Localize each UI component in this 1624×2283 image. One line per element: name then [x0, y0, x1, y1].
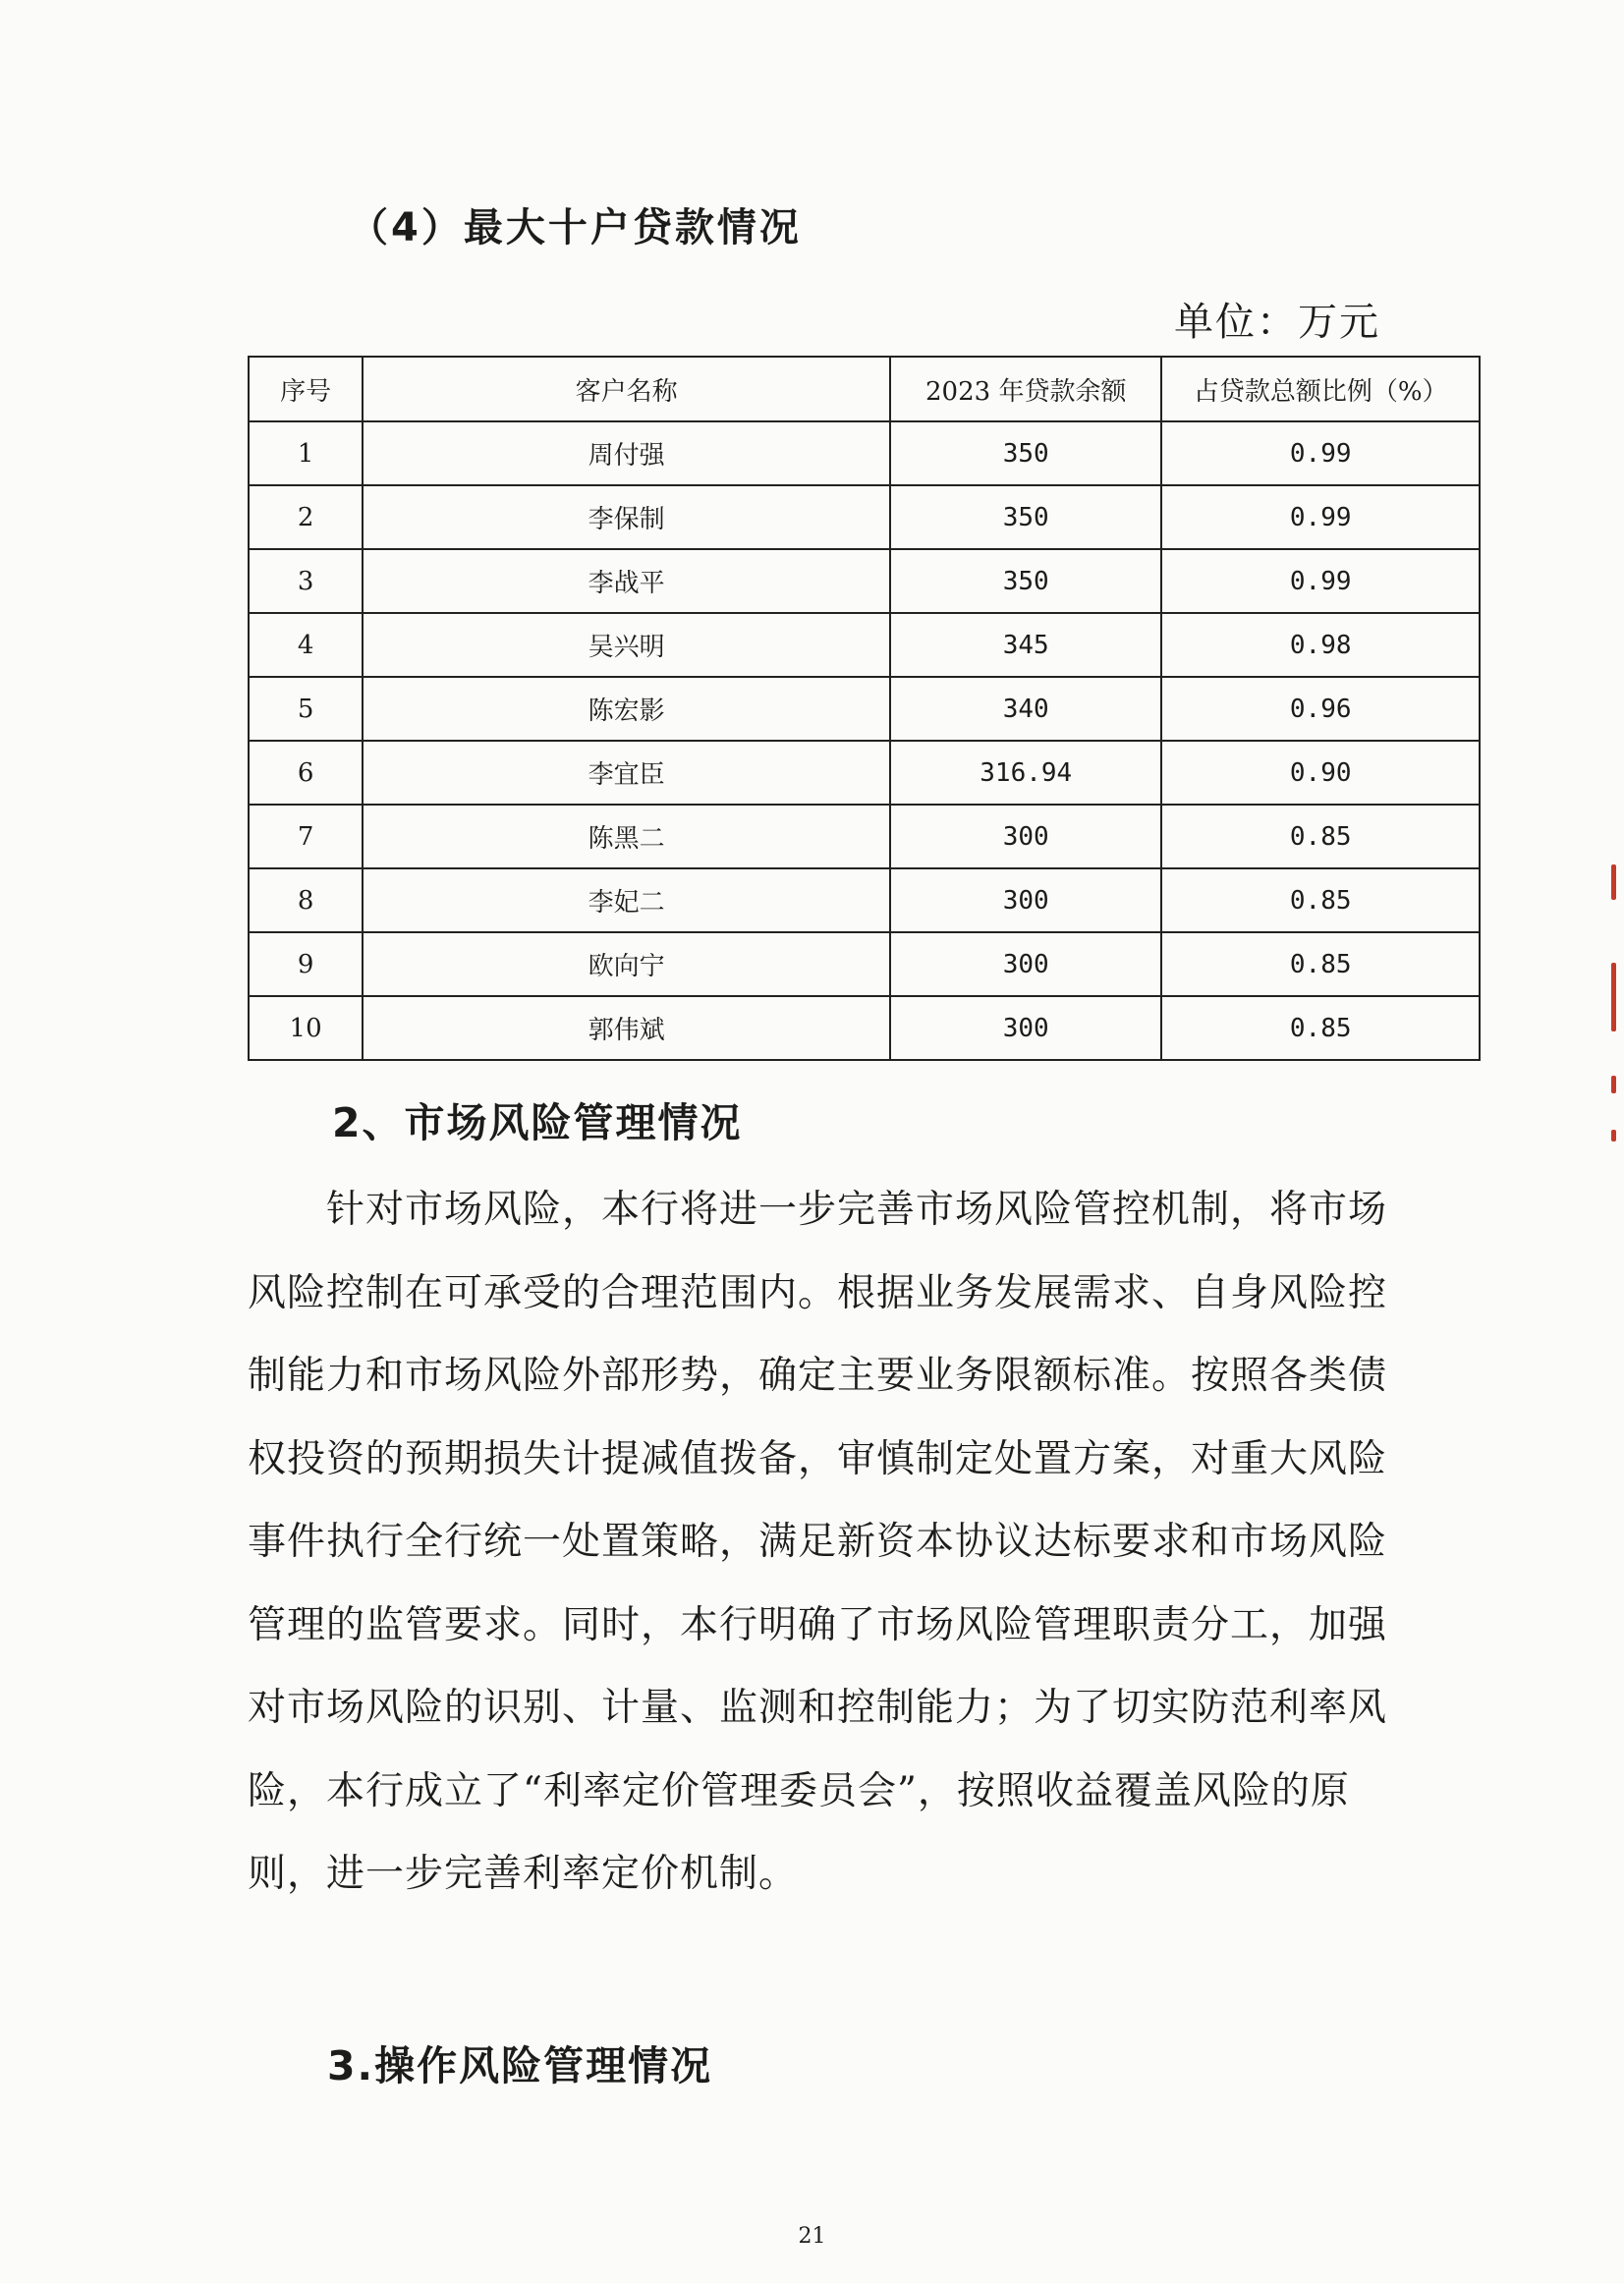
seal-bleed-mark: [1611, 1130, 1616, 1142]
header-index: 序号: [249, 357, 363, 421]
cell-loan-balance: 340: [890, 677, 1161, 741]
page-number: 21: [798, 2224, 826, 2249]
cell-loan-share: 0.96: [1161, 677, 1480, 741]
cell-customer-name: 陈黑二: [363, 805, 890, 868]
table-row: [249, 868, 1480, 932]
cell-index: 8: [249, 868, 363, 932]
table-row: [249, 741, 1480, 805]
seal-bleed-mark: [1611, 864, 1616, 900]
cell-loan-balance: 345: [890, 613, 1161, 677]
top-ten-loans-table: [248, 356, 1481, 1061]
cell-customer-name: 欧向宁: [363, 932, 890, 996]
table-row: [249, 932, 1480, 996]
loans-heading: （4）最大十户贷款情况: [349, 205, 802, 251]
cell-customer-name: 郭伟斌: [363, 996, 890, 1060]
table-row: [249, 805, 1480, 868]
cell-index: 4: [249, 613, 363, 677]
table-row: [249, 549, 1480, 613]
cell-loan-share: 0.99: [1161, 485, 1480, 549]
cell-loan-share: 0.85: [1161, 996, 1480, 1060]
cell-index: 10: [249, 996, 363, 1060]
cell-customer-name: 吴兴明: [363, 613, 890, 677]
market-risk-paragraph: 针对市场风险，本行将进一步完善市场风险管控机制，将市场风险控制在可承受的合理范围内。根据业务发展需求、自身风险控制能力和市场风险外部形势，确定主要业务限额标准。按照各类债权投资的预期损失计提减值拨备，审慎制定处置方案，对重大风险事件执行全行统一处置策略，满足新资本协议达标要求和市场风险管理的监管要求。同时，本行明确了市场风险管理职责分工，加强对市场风险的识别、计量、监测和控制能力；为了切实防范利率风险，本行成立了“利率定价管理委员会”，按照收益覆盖风险的原则，进一步完善利率定价机制。: [248, 1188, 1388, 1896]
cell-loan-balance: 350: [890, 549, 1161, 613]
cell-index: 9: [249, 932, 363, 996]
cell-index: 1: [249, 421, 363, 485]
cell-index: 3: [249, 549, 363, 613]
header-loan-share: 占贷款总额比例（%）: [1161, 357, 1480, 421]
cell-index: 7: [249, 805, 363, 868]
table-row: [249, 996, 1480, 1060]
table-row: [249, 485, 1480, 549]
cell-loan-balance: 350: [890, 421, 1161, 485]
operational-risk-heading: 3.操作风险管理情况: [327, 2042, 713, 2089]
header-customer-name: 客户名称: [363, 357, 890, 421]
cell-loan-balance: 300: [890, 868, 1161, 932]
cell-loan-balance: 300: [890, 932, 1161, 996]
cell-loan-share: 0.85: [1161, 868, 1480, 932]
cell-loan-share: 0.90: [1161, 741, 1480, 805]
table-row: [249, 677, 1480, 741]
market-risk-body: [248, 1169, 1407, 1917]
cell-customer-name: 周付强: [363, 421, 890, 485]
cell-loan-share: 0.85: [1161, 932, 1480, 996]
cell-index: 2: [249, 485, 363, 549]
cell-loan-share: 0.98: [1161, 613, 1480, 677]
cell-customer-name: 李宜臣: [363, 741, 890, 805]
cell-loan-balance: 350: [890, 485, 1161, 549]
cell-index: 6: [249, 741, 363, 805]
cell-customer-name: 李战平: [363, 549, 890, 613]
market-risk-heading: 2、市场风险管理情况: [332, 1099, 743, 1146]
seal-bleed-mark: [1611, 963, 1616, 1031]
table-header-row: [249, 357, 1480, 421]
cell-customer-name: 陈宏影: [363, 677, 890, 741]
cell-customer-name: 李保制: [363, 485, 890, 549]
cell-loan-balance: 300: [890, 996, 1161, 1060]
cell-loan-share: 0.85: [1161, 805, 1480, 868]
unit-label: 单位：万元: [1174, 300, 1380, 345]
table-row: [249, 613, 1480, 677]
cell-loan-share: 0.99: [1161, 421, 1480, 485]
cell-customer-name: 李妃二: [363, 868, 890, 932]
seal-bleed-mark: [1611, 1076, 1616, 1093]
cell-index: 5: [249, 677, 363, 741]
header-loan-balance: 2023 年贷款余额: [890, 357, 1161, 421]
cell-loan-balance: 316.94: [890, 741, 1161, 805]
cell-loan-balance: 300: [890, 805, 1161, 868]
cell-loan-share: 0.99: [1161, 549, 1480, 613]
table-row: [249, 421, 1480, 485]
